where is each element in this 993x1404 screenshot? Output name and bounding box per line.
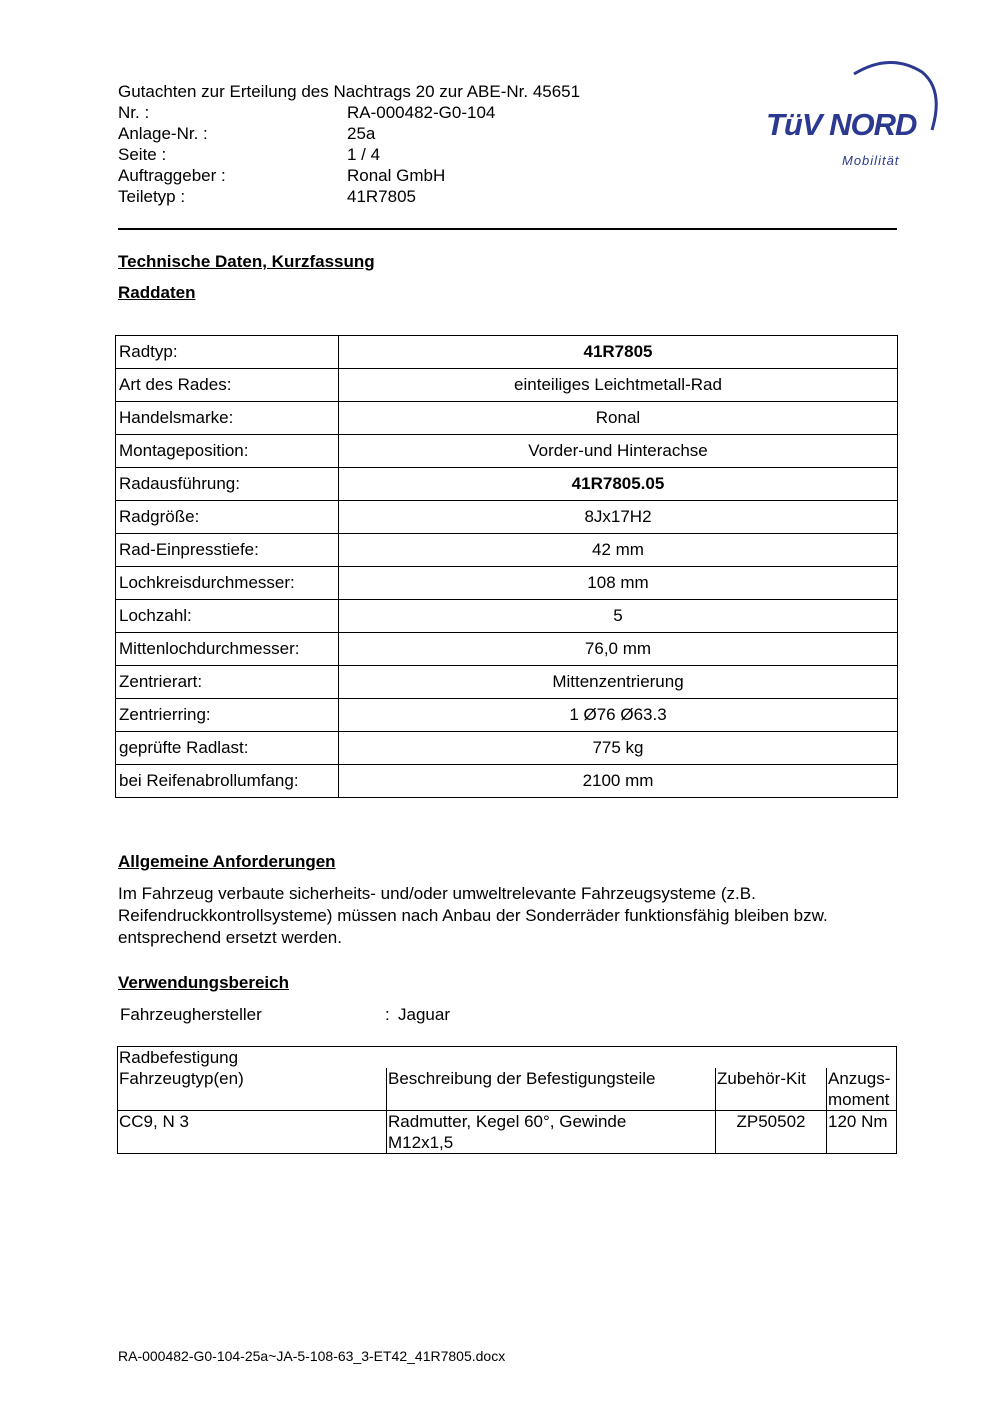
wheel-data-key: Zentrierring: — [116, 699, 339, 732]
table-row — [116, 633, 898, 666]
cell-fahrzeugtyp: CC9, N 3 — [118, 1111, 387, 1154]
wheel-data-key: Radgröße: — [116, 501, 339, 534]
header-key-anlage: Anlage-Nr. : — [118, 124, 208, 143]
table-row — [116, 402, 898, 435]
section-title-allgemeine-anforderungen: Allgemeine Anforderungen — [118, 852, 336, 871]
wheel-data-value: 42 mm — [339, 534, 898, 567]
wheel-data-value: 76,0 mm — [339, 633, 898, 666]
table-row — [116, 501, 898, 534]
footer-filename: RA-000482-G0-104-25a~JA-5-108-63_3-ET42_41R7805.docx — [118, 1348, 506, 1364]
wheel-data-value: 5 — [339, 600, 898, 633]
wheel-data-key: Handelsmarke: — [116, 402, 339, 435]
section-title-technische-daten: Technische Daten, Kurzfassung — [118, 252, 375, 271]
allgemeine-anforderungen-text: Im Fahrzeug verbaute sicherheits- und/oder umweltrelevante Fahrzeugsysteme (z.B. Reifendruckkontrollsysteme) müssen nach Anbau der Sonderräder funktionsfähig bleiben bzw. entsprechend ersetzt werden. — [118, 884, 828, 947]
table-row — [116, 567, 898, 600]
header-value-seite: 1 / 4 — [347, 145, 381, 164]
wheel-data-key: Art des Rades: — [116, 369, 339, 402]
radbefestigung-table — [117, 1046, 897, 1154]
wheel-data-value: Mittenzentrierung — [339, 666, 898, 699]
table-row — [116, 732, 898, 765]
column-header-anzugsmoment — [827, 1068, 897, 1111]
wheel-data-table — [115, 335, 898, 798]
header-value-auftraggeber: Ronal GmbH — [347, 166, 446, 185]
wheel-data-value: 2100 mm — [339, 765, 898, 798]
column-header-anzugsmoment-line1: Anzugs- — [828, 1069, 891, 1088]
cell-beschreibung — [387, 1111, 716, 1154]
wheel-data-value: 41R7805 — [339, 336, 898, 369]
wheel-data-value: 1 Ø76 Ø63.3 — [339, 699, 898, 732]
section-title-verwendungsbereich: Verwendungsbereich — [118, 973, 289, 992]
cell-beschreibung-line1: Radmutter, Kegel 60°, Gewinde — [388, 1112, 627, 1131]
column-header-fahrzeugtyp: Fahrzeugtyp(en) — [118, 1068, 387, 1111]
hersteller-separator: : — [385, 1005, 390, 1024]
wheel-data-value: 108 mm — [339, 567, 898, 600]
column-header-zubehoer-kit: Zubehör-Kit — [716, 1068, 827, 1111]
wheel-data-key: Mittenlochdurchmesser: — [116, 633, 339, 666]
wheel-data-key: bei Reifenabrollumfang: — [116, 765, 339, 798]
hersteller-value: Jaguar — [398, 1005, 450, 1024]
cell-zubehoer-kit: ZP50502 — [716, 1111, 827, 1154]
header-value-nr: RA-000482-G0-104 — [347, 103, 496, 122]
tuev-nord-logo — [762, 58, 942, 173]
hersteller-label: Fahrzeughersteller — [120, 1005, 262, 1024]
wheel-data-key: Rad-Einpresstiefe: — [116, 534, 339, 567]
column-header-beschreibung: Beschreibung der Befestigungsteile — [387, 1068, 716, 1111]
header-key-nr: Nr. : — [118, 103, 150, 122]
logo-subtitle-text: Mobilität — [842, 153, 900, 168]
wheel-data-key: Radtyp: — [116, 336, 339, 369]
wheel-data-key: Zentrierart: — [116, 666, 339, 699]
wheel-data-value: einteiliges Leichtmetall-Rad — [339, 369, 898, 402]
table-row — [116, 765, 898, 798]
table-row — [118, 1111, 897, 1154]
section-title-raddaten: Raddaten — [118, 283, 196, 302]
wheel-data-value: Ronal — [339, 402, 898, 435]
wheel-data-key: Lochzahl: — [116, 600, 339, 633]
table-row — [116, 534, 898, 567]
header-key-teiletyp: Teiletyp : — [118, 187, 186, 206]
cell-anzugsmoment: 120 Nm — [827, 1111, 897, 1154]
header-key-auftraggeber: Auftraggeber : — [118, 166, 226, 185]
wheel-data-key: Lochkreisdurchmesser: — [116, 567, 339, 600]
wheel-data-value: 41R7805.05 — [339, 468, 898, 501]
wheel-data-key: Montageposition: — [116, 435, 339, 468]
table-row — [116, 435, 898, 468]
wheel-data-key: geprüfte Radlast: — [116, 732, 339, 765]
table-row — [116, 600, 898, 633]
table-row — [116, 666, 898, 699]
table-row — [116, 369, 898, 402]
header-value-anlage: 25a — [347, 124, 376, 143]
wheel-data-value: 8Jx17H2 — [339, 501, 898, 534]
radbefestigung-caption: Radbefestigung — [118, 1047, 897, 1069]
column-header-anzugsmoment-line2: moment — [828, 1090, 890, 1109]
wheel-data-value: Vorder-und Hinterachse — [339, 435, 898, 468]
cell-beschreibung-line2: M12x1,5 — [388, 1133, 454, 1152]
table-row — [116, 336, 898, 369]
document-title: Gutachten zur Erteilung des Nachtrags 20 zur ABE-Nr. 45651 — [118, 82, 581, 101]
wheel-data-value: 775 kg — [339, 732, 898, 765]
table-row — [116, 468, 898, 501]
header-value-teiletyp: 41R7805 — [347, 187, 417, 206]
header-divider — [118, 228, 897, 230]
header-key-seite: Seite : — [118, 145, 167, 164]
tuev-nord-logo-graphic — [762, 58, 942, 173]
table-row — [116, 699, 898, 732]
wheel-data-key: Radausführung: — [116, 468, 339, 501]
logo-brand-text: TüV NORD — [766, 107, 917, 142]
